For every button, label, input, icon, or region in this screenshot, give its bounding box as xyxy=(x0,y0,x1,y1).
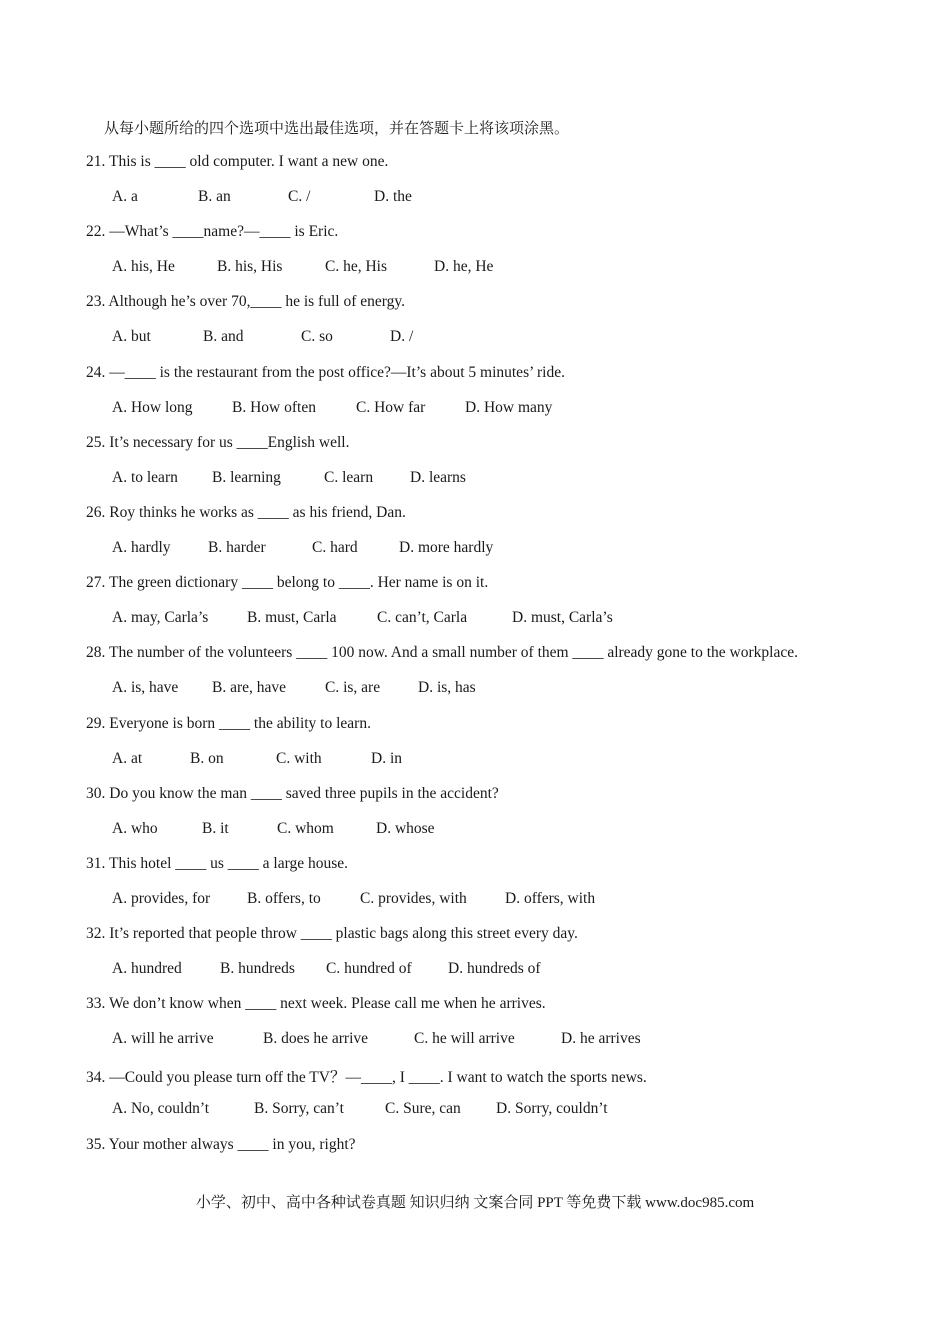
option-d: D. the xyxy=(374,188,412,205)
option-d: D. How many xyxy=(465,398,553,416)
option-b: B. hundreds xyxy=(220,960,295,978)
option-row xyxy=(112,469,466,487)
question-item xyxy=(86,992,926,1062)
question-stem: 31. This hotel ____ us ____ a large house. xyxy=(86,854,349,872)
option-b: B. learning xyxy=(212,468,281,486)
option-c: C. Sure, can xyxy=(385,1100,461,1118)
option-row xyxy=(112,258,493,276)
option-d: D. is, has xyxy=(418,679,476,697)
option-b: B. must, Carla xyxy=(247,609,337,627)
option-d: D. whose xyxy=(376,819,435,837)
question-item xyxy=(86,782,926,852)
question-item xyxy=(86,852,926,922)
option-c: C. / xyxy=(288,188,311,205)
question-item xyxy=(86,431,926,501)
option-d: D. learns xyxy=(410,468,466,486)
option-d: D. / xyxy=(390,328,414,346)
question-list xyxy=(86,150,926,1203)
option-d: D. hundreds of xyxy=(448,960,541,978)
option-a: A. to learn xyxy=(112,468,178,486)
option-d: D. offers, with xyxy=(505,889,596,907)
question-stem: 35. Your mother always ____ in you, right? xyxy=(86,1135,356,1153)
option-a: A. will he arrive xyxy=(112,1030,214,1048)
option-b: B. and xyxy=(203,328,244,346)
question-item xyxy=(86,361,926,431)
question-item xyxy=(86,641,926,711)
option-d: D. must, Carla’s xyxy=(512,609,613,627)
question-item xyxy=(86,150,926,220)
question-stem: 24. —____ is the restaurant from the post office?—It’s about 5 minutes’ ride. xyxy=(86,363,565,381)
option-c: C. whom xyxy=(277,819,334,837)
option-d: D. in xyxy=(371,749,402,767)
question-item xyxy=(86,712,926,782)
question-item xyxy=(86,571,926,641)
option-a: A. hardly xyxy=(112,538,171,556)
option-b: B. does he arrive xyxy=(263,1030,369,1048)
option-c: C. provides, with xyxy=(360,889,467,907)
option-a: A. hundred xyxy=(112,960,182,978)
option-b: B. offers, to xyxy=(247,889,321,907)
option-a: A. No, couldn’t xyxy=(112,1100,210,1118)
section-instruction: 从每小题所给的四个选项中选出最佳选项，并在答题卡上将该项涂黑。 xyxy=(104,121,570,137)
option-b: B. on xyxy=(190,749,224,767)
page-footer: 小学、初中、高中各种试卷真题 知识归纳 文案合同 PPT 等免费下载 www.doc985.com xyxy=(195,1195,755,1211)
option-row xyxy=(112,679,476,697)
option-d: D. he arrives xyxy=(561,1030,641,1048)
option-c: C. hard xyxy=(312,538,358,556)
option-c: C. so xyxy=(301,328,333,346)
question-stem: 21. This is ____ old computer. I want a new one. xyxy=(86,153,389,170)
option-row xyxy=(112,1030,641,1048)
option-a: A. a xyxy=(112,188,138,205)
option-b: B. Sorry, can’t xyxy=(254,1100,344,1118)
question-item xyxy=(86,1062,926,1132)
option-a: A. at xyxy=(112,749,143,767)
question-item xyxy=(86,220,926,290)
question-stem: 25. It’s necessary for us ____English well. xyxy=(86,433,350,451)
question-stem: 22. —What’s ____name?—____ is Eric. xyxy=(86,223,339,241)
question-stem: 27. The green dictionary ____ belong to ____. Her name is on it. xyxy=(86,574,489,592)
option-row xyxy=(112,820,435,838)
option-c: C. he will arrive xyxy=(414,1030,515,1048)
question-item xyxy=(86,501,926,571)
option-b: B. an xyxy=(198,188,231,205)
question-stem: 32. It’s reported that people throw ____ plastic bags along this street every day. xyxy=(86,925,578,943)
option-b: B. his, His xyxy=(217,258,283,276)
option-c: C. is, are xyxy=(325,679,381,697)
option-c: C. can’t, Carla xyxy=(377,609,468,627)
question-item xyxy=(86,922,926,992)
option-a: A. who xyxy=(112,819,158,837)
option-c: C. How far xyxy=(356,398,426,416)
option-d: D. more hardly xyxy=(399,538,494,556)
question-stem: 30. Do you know the man ____ saved three pupils in the accident? xyxy=(86,784,499,802)
question-stem: 23. Although he’s over 70,____ he is full of energy. xyxy=(86,293,405,311)
option-a: A. provides, for xyxy=(112,889,211,907)
option-d: D. Sorry, couldn’t xyxy=(496,1100,608,1118)
option-row xyxy=(112,750,402,768)
option-row xyxy=(112,188,412,206)
option-a: A. may, Carla’s xyxy=(112,609,209,627)
option-b: B. harder xyxy=(208,538,266,556)
option-c: C. learn xyxy=(324,468,374,486)
question-stem: 34. —Could you please turn off the TV？—____, I ____. I want to watch the sports news. xyxy=(86,1069,647,1087)
question-stem: 28. The number of the volunteers ____ 100 now. And a small number of them ____ already gone to the workplace. xyxy=(86,644,798,662)
option-row xyxy=(112,960,541,978)
option-a: A. is, have xyxy=(112,679,179,697)
option-row xyxy=(112,609,613,627)
option-b: B. are, have xyxy=(212,679,287,697)
option-row xyxy=(112,539,493,557)
option-a: A. How long xyxy=(112,398,193,416)
option-row xyxy=(112,890,595,908)
option-c: C. with xyxy=(276,749,322,767)
question-stem: 33. We don’t know when ____ next week. Please call me when he arrives. xyxy=(86,995,546,1013)
option-row xyxy=(112,399,552,417)
question-stem: 29. Everyone is born ____ the ability to learn. xyxy=(86,714,371,732)
option-row xyxy=(112,328,413,346)
option-d: D. he, He xyxy=(434,258,494,276)
question-stem: 26. Roy thinks he works as ____ as his friend, Dan. xyxy=(86,503,406,521)
option-row xyxy=(112,1100,608,1118)
question-item xyxy=(86,290,926,360)
option-a: A. but xyxy=(112,328,151,346)
option-b: B. How often xyxy=(232,398,316,416)
option-c: C. he, His xyxy=(325,258,387,276)
option-b: B. it xyxy=(202,819,229,837)
option-a: A. his, He xyxy=(112,258,175,276)
option-c: C. hundred of xyxy=(326,960,412,978)
